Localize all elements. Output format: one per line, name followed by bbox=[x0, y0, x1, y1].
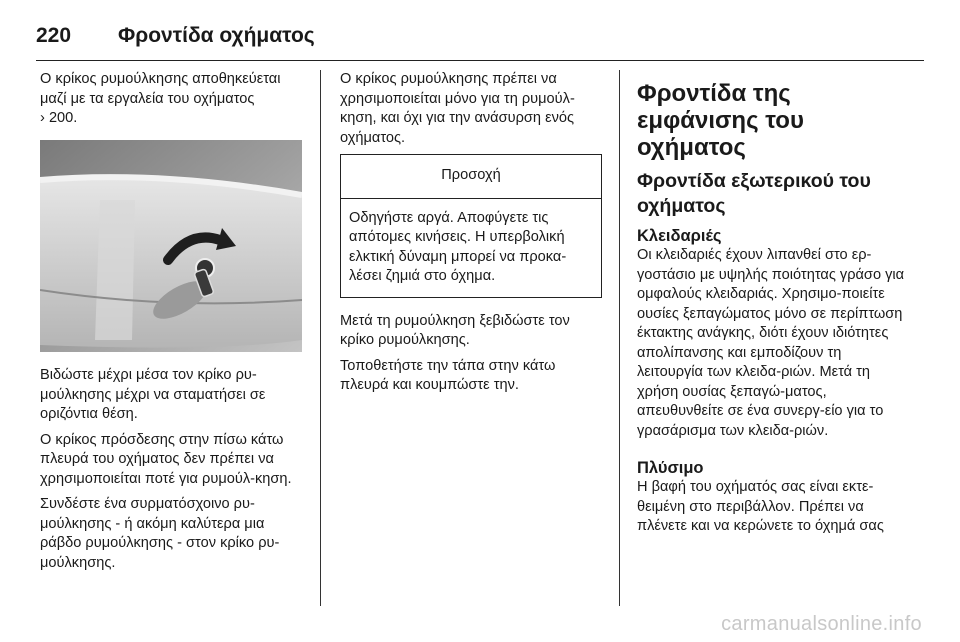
warning-title: Προσοχή bbox=[341, 155, 601, 199]
paragraph: Μετά τη ρυμούλκηση ξεβιδώστε τον κρίκο ρυμούλκησης. bbox=[340, 312, 570, 348]
header-rule bbox=[36, 60, 924, 61]
column-1 bbox=[40, 70, 304, 135]
topic-heading-washing: Πλύσιμο bbox=[637, 459, 704, 477]
subsection-heading: Φροντίδα εξωτερικού του οχήματος bbox=[637, 170, 871, 217]
intro-text: Ο κρίκος ρυμούλκησης αποθηκεύεται μαζί με τα εργαλεία του οχήματος bbox=[40, 71, 281, 107]
warning-box bbox=[340, 154, 602, 298]
reference-arrow-icon: › bbox=[40, 110, 45, 126]
column-divider bbox=[619, 70, 620, 606]
page-reference-link[interactable]: 200. bbox=[48, 110, 78, 126]
paragraph bbox=[40, 70, 304, 129]
column-1-text bbox=[40, 366, 306, 579]
page-number: 220 bbox=[36, 24, 72, 47]
paragraph: Η βαφή του οχήματός σας είναι εκτε-θειμένη στο περιβάλλον. Πρέπει να πλένετε και να κερώνετε το όχημά σας bbox=[637, 479, 884, 534]
towing-eye-illustration bbox=[40, 140, 302, 352]
paragraph: Βιδώστε μέχρι μέσα τον κρίκο ρυ-μούλκησης μέχρι να σταματήσει σε οριζόντια θέση. bbox=[40, 367, 266, 422]
column-2 bbox=[340, 70, 602, 402]
paragraph: Συνδέστε ένα συρματόσχοινο ρυ-μούλκησης - ή ακόμη καλύτερα μια ράβδο ρυμούλκησης - στον κρίκο ρυ-μούλκησης. bbox=[40, 496, 280, 571]
topic-heading-locks: Κλειδαριές bbox=[637, 227, 722, 245]
column-divider bbox=[320, 70, 321, 606]
section-heading: Φροντίδα της εμφάνισης του οχήματος bbox=[637, 80, 804, 161]
paragraph: Ο κρίκος πρόσδεσης στην πίσω κάτω πλευρά του οχήματος δεν πρέπει να χρησιμοποιείται ποτέ για ρυμούλ-κηση. bbox=[40, 431, 292, 487]
watermark: carmanualsonline.info bbox=[721, 613, 922, 635]
page-title: Φροντίδα οχήματος bbox=[118, 24, 315, 47]
paragraph: Οι κλειδαριές έχουν λιπανθεί στο ερ-γοστάσιο με υψηλής ποιότητας γράσο για ομφαλούς κλειδαριάς. Χρησιμο-ποιείτε ουσίες ξεπαγώματος μόνο σε περίπτωση έκτακτης ανάγκης, διότι έχουν ιδιότητες απολίπανσης και εμποδίζουν τη λειτουργία των κλειδα-ριών. Μετά τη χρήση ουσίας ξεπαγώ-ματος, απευθυνθείτε σε ένα συνεργ-είο για το γρασάρισμα των κλειδα-ριών. bbox=[637, 247, 905, 439]
paragraph: Ο κρίκος ρυμούλκησης πρέπει να χρησιμοποιείται μόνο για τη ρυμούλ-κηση, και όχι για την ανάσυρση ενός οχήματος. bbox=[340, 71, 575, 146]
paragraph: Τοποθετήστε την τάπα στην κάτω πλευρά και κουμπώστε την. bbox=[340, 357, 556, 393]
column-3 bbox=[637, 80, 907, 555]
page-header bbox=[36, 16, 315, 56]
warning-text: Οδηγήστε αργά. Αποφύγετε τις απότομες κινήσεις. Η υπερβολική ελκτική δύναμη μπορεί να προκα-λέσει ζημιά στο όχημα. bbox=[349, 209, 567, 284]
